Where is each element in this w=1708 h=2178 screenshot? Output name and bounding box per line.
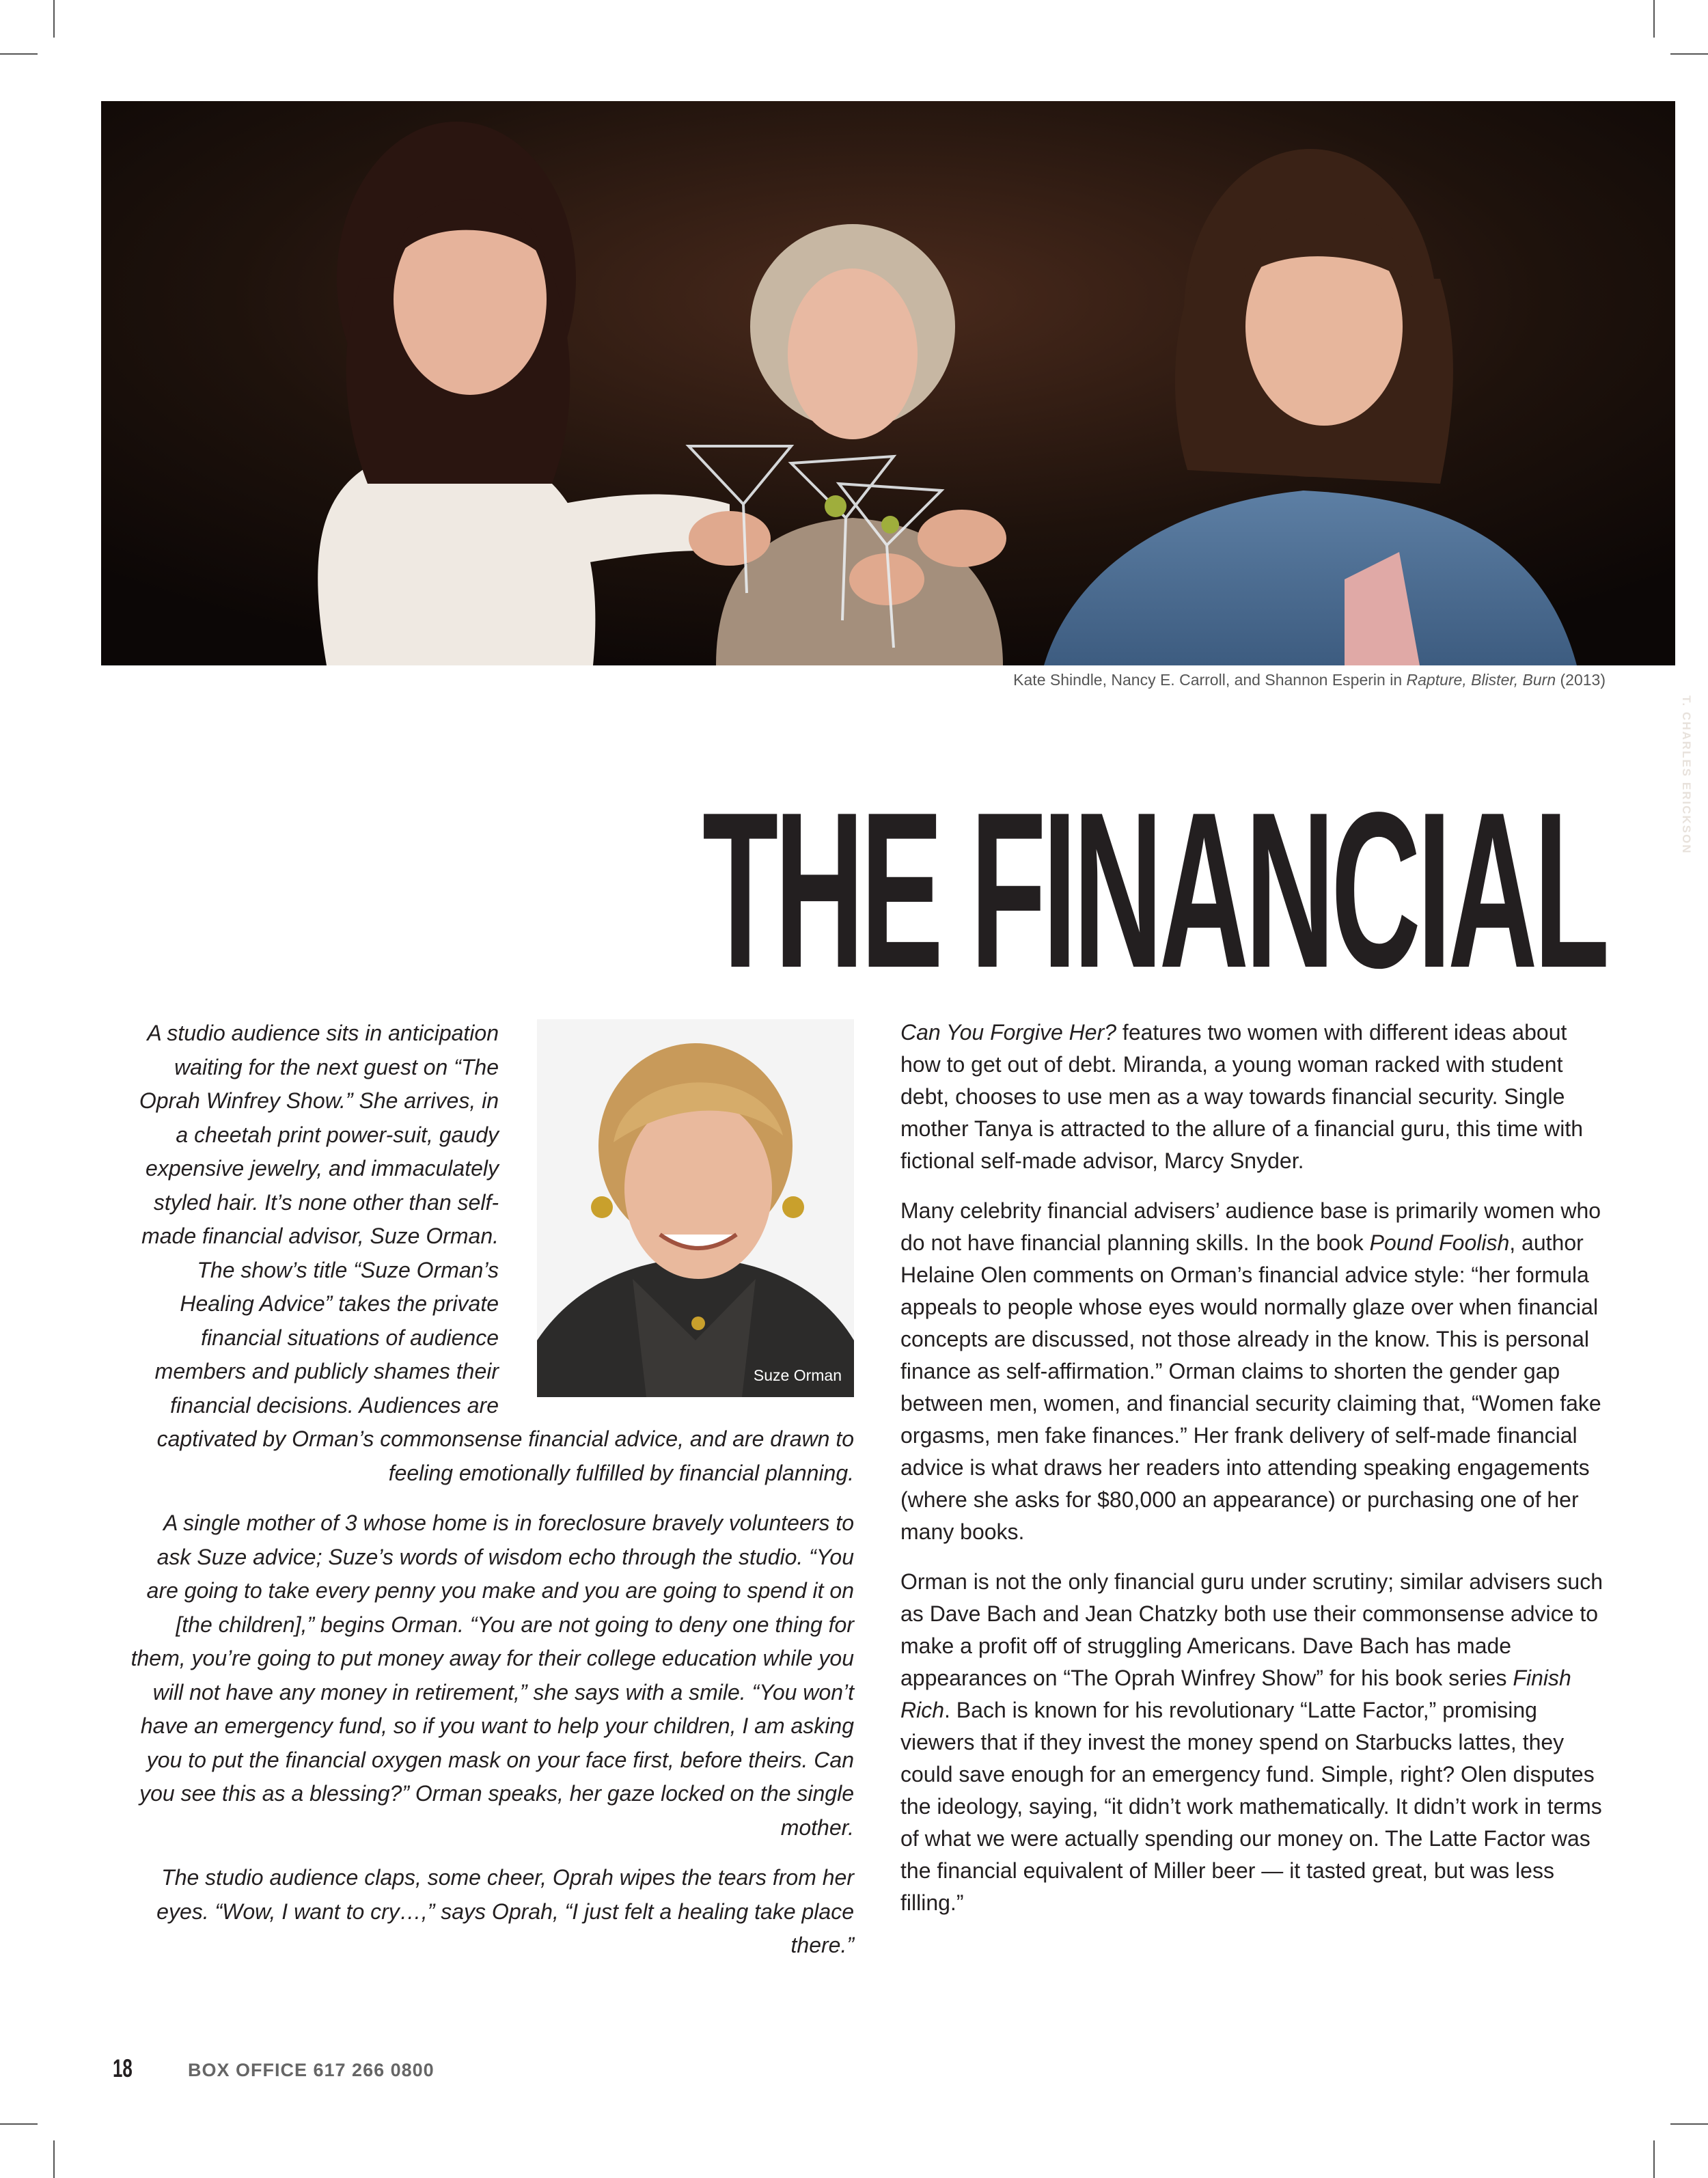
body-paragraph <box>900 1017 1611 1177</box>
intro-column <box>130 1017 854 1979</box>
body-paragraph <box>900 1195 1611 1548</box>
box-office-line: BOX OFFICE 617 266 0800 <box>188 2060 435 2080</box>
crop-mark <box>53 0 55 38</box>
play-title: Can You Forgive Her? <box>900 1020 1117 1045</box>
crop-mark <box>1670 2123 1708 2125</box>
book-title: Pound Foolish <box>1369 1230 1510 1255</box>
book-title: Finish Rich <box>900 1666 1571 1722</box>
headline: THE FINANCIAL <box>702 766 1606 1014</box>
body-text: Many celebrity financial advisers’ audience base is primarily women who do not have financial planning skills. In the book <box>900 1198 1601 1255</box>
body-text: , author Helaine Olen comments on Orman’s financial advice style: “her formula appeals to people whose eyes would normally glaze over when financial concepts are discussed, not those already in the know. This is personal finance as self-affirmation.” Orman claims to shorten the gender gap between men, women, and financial security claiming that, “Women fake orgasms, men fake finances.” Her frank delivery of self-made financial advice is what draws her readers into attending speaking engagements (where she asks for $80,000 an appearance) or purchasing one of her many books. <box>900 1230 1601 1544</box>
portrait-caption: Suze Orman <box>753 1366 842 1384</box>
hero-caption <box>1013 671 1606 689</box>
photo-credit: T. CHARLES ERICKSON <box>1680 695 1693 855</box>
page-number: 18 <box>113 2054 133 2082</box>
caption-names: Kate Shindle, Nancy E. Carroll, and Shannon Esperin in <box>1013 671 1407 689</box>
intro-paragraph: A studio audience sits in anticipation waiting for the next guest on “The Oprah Winfrey Show.” She arrives, in a cheetah print power-suit, gaudy expensive jewelry, and immaculately styled hair. It’s none other than self-made financial advisor, Suze Orman. The show’s title “Suze Orman’s Healing Advice” takes the private financial situations of audience members and publicly shames their financial decisions. Audiences are captivated by Orman’s commonsense financial advice, and are drawn to feeling emotionally fulfilled by financial planning. <box>139 1021 854 1485</box>
intro-paragraph: The studio audience claps, some cheer, Oprah wipes the tears from her eyes. “Wow, I want to cry…,” says Oprah, “I just felt a healing take place there.” <box>156 1865 854 1957</box>
body-paragraph <box>900 1566 1611 1919</box>
portrait-spacer <box>526 1017 854 1394</box>
crop-mark <box>1670 53 1708 55</box>
body-column <box>900 1017 1611 1937</box>
body-text: Orman is not the only financial guru under scrutiny; similar advisers such as Dave Bach and Jean Chatzky both use their commonsense advice to make a profit off of struggling Americans. Dave Bach has made appearances on “The Oprah Winfrey Show” for his book series <box>900 1569 1603 1690</box>
crop-mark <box>1653 0 1655 38</box>
crop-mark <box>0 53 38 55</box>
caption-year: (2013) <box>1556 671 1606 689</box>
intro-paragraph: A single mother of 3 whose home is in foreclosure bravely volunteers to ask Suze advice; Suze’s words of wisdom echo through the studio. “You are going to take every penny you make and you are going to spend it on [the children],” begins Orman. “You are not going to deny one thing for them, you’re going to put money away for their college education while you will not have any money in retirement,” she says with a smile. “You won’t have an emergency fund, so if you want to help your children, I am asking you to put the financial oxygen mask on your face first, before theirs. Can you see this as a blessing?” Orman speaks, her gaze locked on the single mother. <box>130 1511 854 1840</box>
crop-mark <box>1653 2140 1655 2178</box>
crop-mark <box>53 2140 55 2178</box>
body-text: features two women with different ideas about how to get out of debt. Miranda, a young woman racked with student debt, chooses to use men as a way towards financial security. Single mother Tanya is attracted to the allure of a financial guru, this time with fictional self-made advisor, Marcy Snyder. <box>900 1020 1584 1173</box>
body-text: . Bach is known for his revolutionary “Latte Factor,” promising viewers that if they invest the money spend on Starbucks lattes, they could save enough for an emergency fund. Simple, right? Olen disputes the ideology, saying, “it didn’t work mathematically. It didn’t work in terms of what we were actually spending our money on. The Latte Factor was the financial equivalent of Miller beer — it tasted great, but was less filling.” <box>900 1698 1602 1915</box>
crop-mark <box>0 2123 38 2125</box>
hero-photo-illustration <box>101 101 1675 665</box>
caption-play-title: Rapture, Blister, Burn <box>1406 671 1556 689</box>
